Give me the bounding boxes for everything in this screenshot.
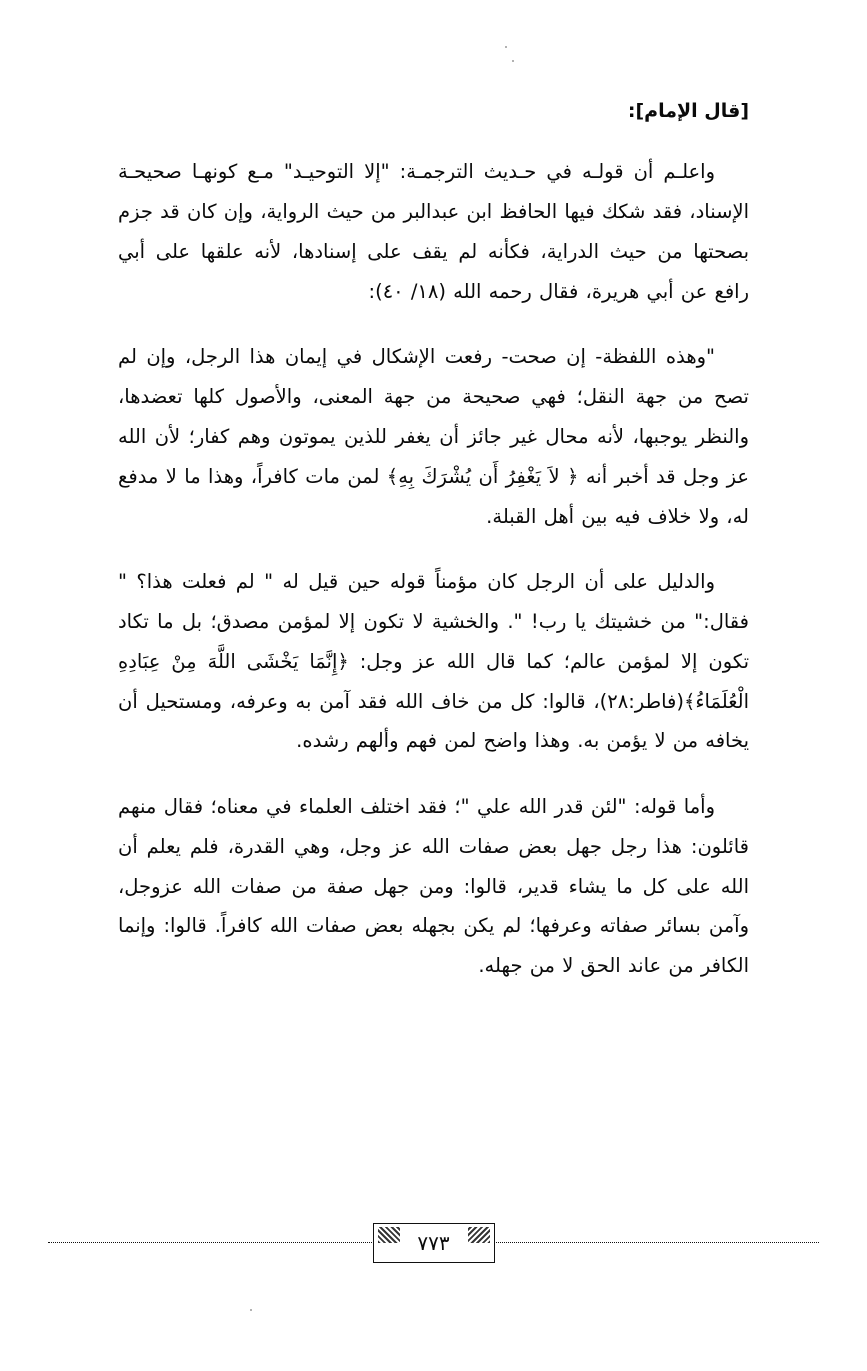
ornament-icon <box>468 1227 490 1243</box>
paragraph-4: وأما قوله: "لئن قدر الله علي "؛ فقد اختلف العلماء في معناه؛ فقال منهم قائلون: هذا رجل جهل بعض صفات الله عز وجل، وهي القدرة، فلم يعلم أن الله على كل ما يشاء قدير، قالوا: ومن جهل صفة من صفات الله عزوجل، وآمن بسائر صفاته وعرفها؛ لم يكن بجهله بعض صفات الله كافراً. قالوا: وإنما الكافر من عاند الحق لا من جهله. <box>118 795 749 978</box>
page-heading: [قال الإمام]: <box>627 100 749 122</box>
page-footer <box>0 1223 867 1263</box>
page-body <box>118 96 749 1012</box>
scan-speck <box>512 60 514 62</box>
page-number: ٧٧٣ <box>407 1231 459 1255</box>
page-number-box <box>373 1223 495 1263</box>
footer-rule-right <box>489 1242 819 1243</box>
scan-speck <box>505 46 507 48</box>
ornament-icon <box>378 1227 400 1243</box>
paragraph-2: "وهذه اللفظة- إن صحت- رفعت الإشكال في إيمان هذا الرجل، وإن لم تصح من جهة النقل؛ فهي صحيحة من جهة المعنى، والأصول كلها تعضدها، والنظر يوجبها، لأنه محال غير جائز أن يغفر للذين يموتون وهم كفار؛ لأن الله عز وجل قد أخبر أنه ﴿ لاَ يَغْفِرُ أَن يُشْرَكَ بِهِ﴾ لمن مات كافراً، وهذا ما لا مدفع له، ولا خلاف فيه بين أهل القبلة. <box>118 345 749 528</box>
paragraph-1: واعلـم أن قولـه في حـديث الترجمـة: "إلا التوحيـد" مـع كونهـا صحيحـة الإسناد، فقد شكك فيها الحافظ ابن عبدالبر من حيث الرواية، وإن كان قد جزم بصحتها من حيث الدراية، فكأنه لم يقف على إسنادها، لأنه علقها على أبي رافع عن أبي هريرة، فقال رحمه الله (١٨/ ٤٠): <box>118 160 749 303</box>
scan-speck <box>250 1309 252 1311</box>
paragraph-3: والدليل على أن الرجل كان مؤمناً قوله حين قيل له " لم فعلت هذا؟ " فقال:" من خشيتك يا رب! ". والخشية لا تكون إلا لمؤمن مصدق؛ بل ما تكاد تكون إلا لمؤمن عالم؛ كما قال الله عز وجل: ﴿إِنَّمَا يَخْشَى اللَّهَ مِنْ عِبَادِهِ الْعُلَمَاءُ﴾(فاطر:٢٨)، قالوا: كل من خاف الله فقد آمن به وعرفه، ومستحيل أن يخافه من لا يؤمن به. وهذا واضح لمن فهم وألهم رشده. <box>118 570 749 753</box>
footer-rule-left <box>48 1242 378 1243</box>
